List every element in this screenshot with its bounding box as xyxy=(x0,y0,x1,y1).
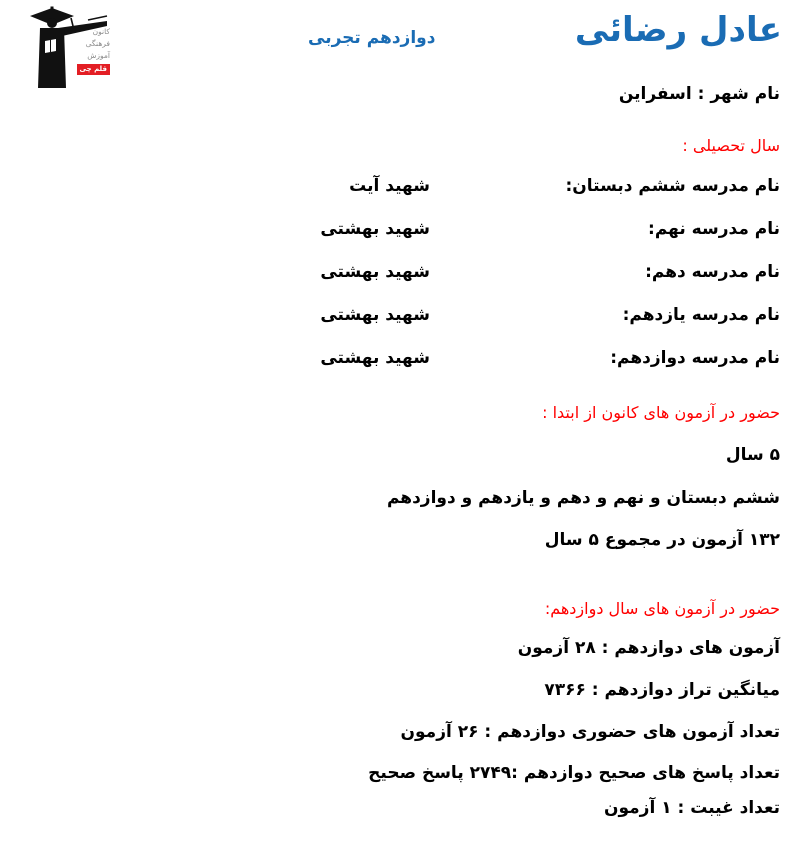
history-grades-line: ششم دبستان و نهم و دهم و یازدهم و دوازدهم xyxy=(386,488,780,508)
city-line: نام شهر : اسفراین xyxy=(618,84,780,104)
history-years-line: ۵ سال xyxy=(725,445,780,465)
logo-org-line: آموزش xyxy=(87,51,110,60)
school-row-label: نام مدرسه نهم: xyxy=(648,219,780,239)
grade-field-label: دوازدهم تجربی xyxy=(308,28,436,48)
school-row-label: نام مدرسه دهم: xyxy=(645,262,780,282)
school-row-label: نام مدرسه ششم دبستان: xyxy=(565,176,780,196)
logo-org-line: فرهنگی xyxy=(85,39,110,48)
twelfth-correct-answers-line: تعداد پاسخ های صحیح دوازدهم :۲۷۴۹ پاسخ صحیح xyxy=(368,763,780,783)
twelfth-year-heading: حضور در آزمون های سال دوازدهم: xyxy=(544,599,780,618)
school-row-value: شهید بهشتی xyxy=(320,219,430,239)
twelfth-exam-count-line: آزمون های دوازدهم : ۲۸ آزمون xyxy=(517,638,780,658)
school-row-label: نام مدرسه دوازدهم: xyxy=(610,348,780,368)
kanoon-logo xyxy=(28,6,110,90)
student-name-title: عادل رضائی xyxy=(574,10,782,50)
logo-brand-badge: قلم چی xyxy=(77,64,111,75)
school-row-value: شهید بهشتی xyxy=(320,305,430,325)
twelfth-average-line: میانگین تراز دوازدهم : ۷۳۶۶ xyxy=(544,680,780,700)
twelfth-in-person-line: تعداد آزمون های حضوری دوازدهم : ۲۶ آزمون xyxy=(400,722,780,742)
school-row-value: شهید بهشتی xyxy=(320,262,430,282)
school-year-heading: سال تحصیلی : xyxy=(682,136,780,155)
kanoon-logo-text xyxy=(74,26,110,75)
twelfth-absences-line: تعداد غیبت : ۱ آزمون xyxy=(603,798,780,818)
kanoon-history-heading: حضور در آزمون های کانون از ابتدا : xyxy=(542,403,780,422)
logo-org-line: کانون xyxy=(92,27,110,36)
history-total-line: ۱۳۲ آزمون در مجموع ۵ سال xyxy=(544,530,780,550)
school-row-value: شهید آیت xyxy=(349,176,430,196)
school-row-label: نام مدرسه یازدهم: xyxy=(622,305,780,325)
school-row-value: شهید بهشتی xyxy=(320,348,430,368)
